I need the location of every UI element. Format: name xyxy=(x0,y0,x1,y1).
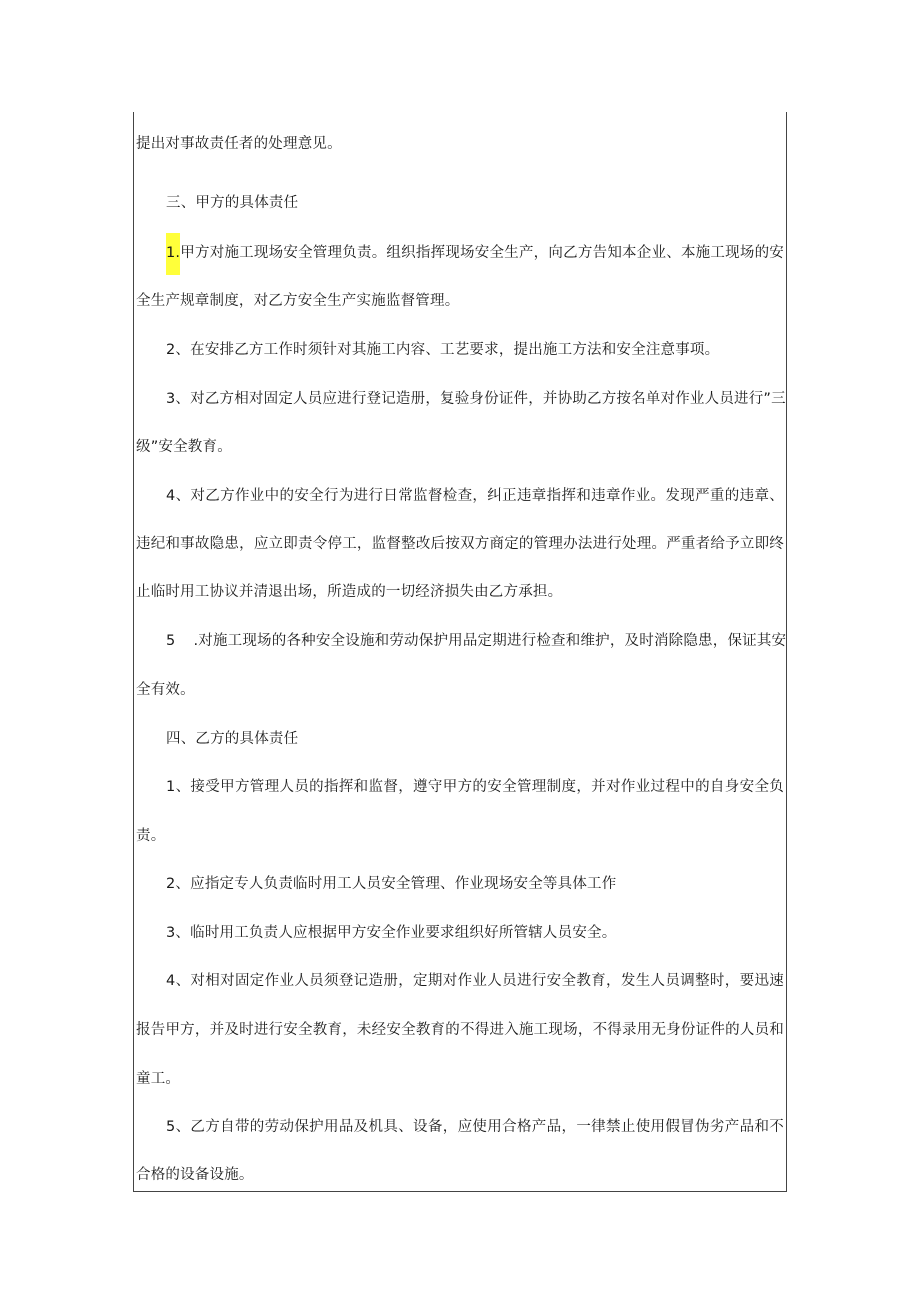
highlight-marker: 1. xyxy=(166,233,180,275)
text-span: .对施工现场的各种安全设施和劳动保护用品定期进行检查和维护，及时消除隐患，保证其安 xyxy=(193,633,787,649)
paragraph-4-1-line-1: 1、接受甲方管理人员的指挥和监督，遵守甲方的安全管理制度，并对作业过程中的自身安全负 xyxy=(166,779,784,795)
paragraph-3-4-line-1: 4、对乙方作业中的安全行为进行日常监督检查，纠正违章指挥和违章作业。发现严重的违章、 xyxy=(166,488,784,504)
paragraph-4-4-line-3: 童工。 xyxy=(136,1071,181,1087)
paragraph-3-4-line-3: 止临时用工协议并清退出场，所造成的一切经济损失由乙方承担。 xyxy=(136,584,563,600)
paragraph-3-2: 2、在安排乙方工作时须针对其施工内容、工艺要求，提出施工方法和安全注意事项。 xyxy=(166,342,720,358)
paragraph-3-5-line-2: 全有效。 xyxy=(136,682,195,698)
paragraph-4-5-line-1: 5、乙方自带的劳动保护用品及机具、设备，应使用合格产品，一律禁止使用假冒伪劣产品和不 xyxy=(166,1119,784,1135)
paragraph-4-3: 3、临时用工负责人应根据甲方安全作业要求组织好所管辖人员安全。 xyxy=(166,925,617,941)
paragraph-3-5-line-1 xyxy=(166,631,787,651)
text-span: 甲方对施工现场安全管理负责。组织指挥现场安全生产，向乙方告知本企业、本施工现场的安 xyxy=(180,245,784,261)
section-heading-3: 三、甲方的具体责任 xyxy=(166,195,299,211)
paragraph-4-1-line-2: 责。 xyxy=(136,828,166,844)
paragraph-4-5-line-2: 合格的设备设施。 xyxy=(136,1167,254,1183)
item-number: 5 xyxy=(166,633,176,649)
paragraph-3-3-line-1: 3、对乙方相对固定人员应进行登记造册，复验身份证件，并协助乙方按名单对作业人员进行”三 xyxy=(166,391,786,407)
paragraph-3-1-line-2: 全生产规章制度，对乙方安全生产实施监督管理。 xyxy=(136,293,460,309)
paragraph-4-4-line-1: 4、对相对固定作业人员须登记造册，定期对作业人员进行安全教育，发生人员调整时，要迅速 xyxy=(166,973,784,989)
paragraph-4-4-line-2: 报告甲方，并及时进行安全教育，未经安全教育的不得进入施工现场，不得录用无身份证件的人员和 xyxy=(136,1022,784,1038)
text-line: 提出对事故责任者的处理意见。 xyxy=(136,136,342,152)
paragraph-3-1-line-1 xyxy=(166,243,784,263)
paragraph-3-3-line-2: 级”安全教育。 xyxy=(136,439,232,455)
paragraph-3-4-line-2: 违纪和事故隐患，应立即责令停工，监督整改后按双方商定的管理办法进行处理。严重者给予立即终 xyxy=(136,536,784,552)
paragraph-4-2: 2、应指定专人负责临时用工人员安全管理、作业现场安全等具体工作 xyxy=(166,876,617,892)
section-heading-4: 四、乙方的具体责任 xyxy=(166,731,299,747)
